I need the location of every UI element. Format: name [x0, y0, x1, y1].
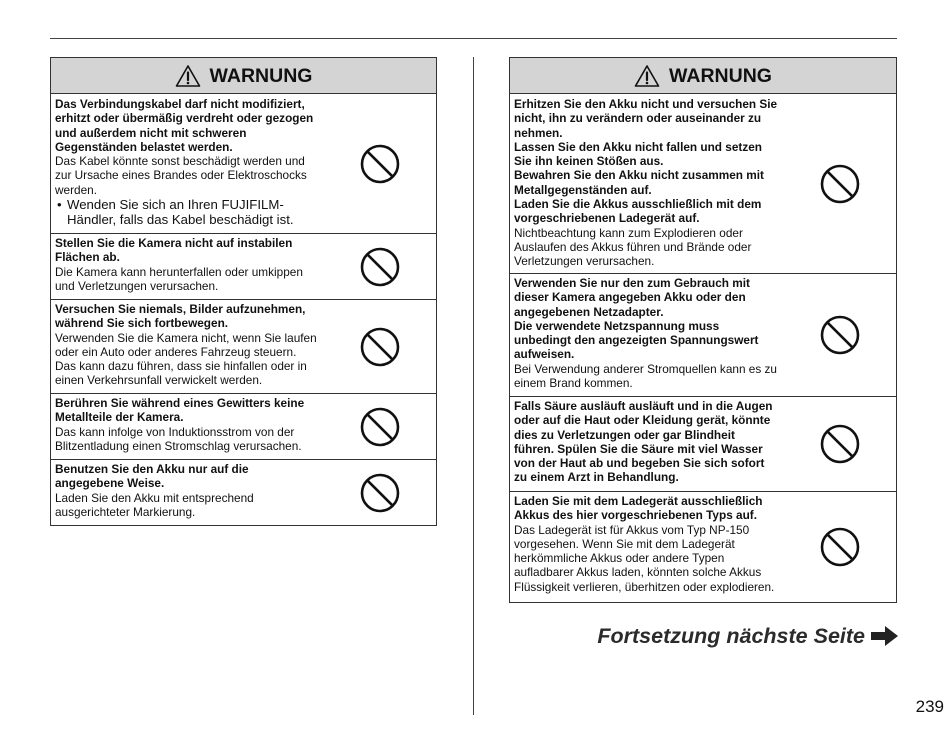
- warning-heading-line: während Sie sich fortbewegen.: [55, 316, 229, 331]
- warning-heading-line: von der Haut ab und begeben Sie sich sofort: [514, 456, 765, 471]
- warning-body-line: und Verletzungen verursachen.: [55, 278, 219, 293]
- warning-heading-line: Lassen Sie den Akku nicht fallen und setzen: [514, 139, 763, 154]
- warning-heading-line: oder auf die Haut oder Kleidung gerät, könnte: [514, 413, 771, 428]
- prohibited-icon: [820, 164, 860, 204]
- warning-heading-line: Flächen ab.: [55, 250, 120, 265]
- warning-body-line: Laden Sie den Akku mit entsprechend: [55, 490, 254, 505]
- column-divider: [473, 57, 474, 715]
- continuation-label: Fortsetzung nächste Seite: [597, 624, 865, 648]
- warning-body-line: Das Kabel könnte sonst beschädigt werden und: [55, 154, 305, 169]
- warning-heading-line: nicht, ihn zu verändern oder auseinander zu: [514, 111, 762, 126]
- warning-heading-line: Versuchen Sie niemals, Bilder aufzunehmen,: [55, 302, 306, 316]
- warning-body-line: oder ein Auto oder anderes Fahrzeug steuern.: [55, 344, 297, 359]
- warning-body-line: werden.: [55, 182, 97, 197]
- warning-heading-line: Stellen Sie die Kamera nicht auf instabilen: [55, 236, 293, 250]
- warning-body-line: Verwenden Sie die Kamera nicht, wenn Sie laufen: [55, 330, 317, 345]
- warning-triangle-icon: [634, 64, 660, 88]
- warning-heading-line: aufweisen.: [514, 347, 575, 362]
- warning-heading-line: Laden Sie die Akkus ausschließlich mit dem: [514, 197, 762, 212]
- warning-body-line: einen Verkehrsunfall verwickelt werden.: [55, 373, 263, 388]
- right-warning-row-2: [510, 273, 896, 396]
- warning-heading-line: Sie ihn keinen Stößen aus.: [514, 154, 664, 169]
- right-warning-row-1: [510, 94, 896, 273]
- bullet-text-line: Wenden Sie sich an Ihren FUJIFILM-: [67, 197, 284, 213]
- warning-heading-line: angegebenen Netzadapter.: [514, 304, 664, 319]
- warning-heading-line: erhitzt oder übermäßig verdreht oder gezogen: [55, 111, 314, 126]
- warning-title: WARNUNG: [669, 64, 772, 87]
- left-warning-row-3: [51, 299, 436, 393]
- warning-title: WARNUNG: [209, 64, 313, 87]
- warning-body-line: einem Brand kommen.: [514, 376, 633, 391]
- top-rule: [50, 38, 897, 39]
- prohibited-icon: [360, 144, 400, 184]
- warning-heading-line: angegebene Weise.: [55, 476, 165, 491]
- warning-triangle-icon: [175, 64, 201, 88]
- warning-heading-line: Laden Sie mit dem Ladegerät ausschließlich: [514, 494, 763, 508]
- warning-body-line: Das Ladegerät ist für Akkus vom Typ NP-150: [514, 522, 750, 537]
- warning-heading-line: Berühren Sie während eines Gewitters keine: [55, 396, 305, 410]
- warning-body-line: Das kann dazu führen, dass sie hinfallen oder in: [55, 359, 307, 374]
- warning-heading-line: Metallteile der Kamera.: [55, 410, 184, 425]
- warning-body-line: ausgerichteter Markierung.: [55, 504, 196, 519]
- bullet-marker: •: [57, 197, 62, 213]
- arrow-right-icon: [871, 626, 898, 646]
- warning-body-line: Das kann infolge von Induktionsstrom von der: [55, 424, 295, 439]
- warning-body-line: Blitzentladung einen Stromschlag verursachen.: [55, 438, 302, 453]
- warning-heading-line: nehmen.: [514, 125, 563, 140]
- warning-body-line: Flüssigkeit verlieren, überhitzen oder explodieren.: [514, 579, 775, 594]
- prohibited-icon: [820, 527, 860, 567]
- left-warning-row-2: [51, 233, 436, 299]
- warning-header: [510, 58, 896, 94]
- prohibited-icon: [360, 247, 400, 287]
- left-warning-panel: [50, 57, 437, 526]
- warning-body-line: Verletzungen verursachen.: [514, 254, 655, 269]
- warning-body-line: vorgesehen. Wenn Sie mit dem Ladegerät: [514, 536, 735, 551]
- warning-heading-line: dies zu Verletzungen oder gar Blindheit: [514, 427, 735, 442]
- warning-heading-line: Benutzen Sie den Akku nur auf die: [55, 462, 249, 476]
- warning-heading-line: und außerdem nicht mit schweren: [55, 125, 247, 140]
- warning-heading-line: Metallgegenständen auf.: [514, 182, 652, 197]
- continuation-note: [597, 623, 898, 649]
- prohibited-icon: [360, 407, 400, 447]
- warning-body-line: Die Kamera kann herunterfallen oder umkippen: [55, 264, 303, 279]
- warning-body-line: Nichtbeachtung kann zum Explodieren oder: [514, 225, 743, 240]
- prohibited-icon: [820, 315, 860, 355]
- prohibited-icon: [820, 424, 860, 464]
- warning-heading-line: Verwenden Sie nur den zum Gebrauch mit: [514, 276, 750, 290]
- warning-heading-line: Falls Säure ausläuft ausläuft und in die Augen: [514, 399, 773, 413]
- warning-heading-line: unbedingt den angezeigten Spannungswert: [514, 333, 759, 348]
- warning-heading-line: führen. Spülen Sie die Säure mit viel Wasser: [514, 441, 763, 456]
- left-warning-row-4: [51, 393, 436, 459]
- warning-heading-line: Gegenständen belastet werden.: [55, 139, 233, 154]
- warning-rows: [51, 94, 436, 525]
- warning-heading-line: Erhitzen Sie den Akku nicht und versuchen Sie: [514, 97, 778, 111]
- warning-heading-line: Die verwendete Netzspannung muss: [514, 318, 720, 333]
- warning-body-line: Auslaufen des Akkus führen und Brände oder: [514, 239, 752, 254]
- warning-header: [51, 58, 436, 94]
- bullet-item: [55, 197, 431, 227]
- warning-heading-line: dieser Kamera angegeben Akku oder den: [514, 290, 746, 305]
- warning-heading-line: Bewahren Sie den Akku nicht zusammen mit: [514, 168, 764, 183]
- warning-body-line: zur Ursache eines Brandes oder Elektroschocks: [55, 168, 307, 183]
- warning-body-line: herkömmliche Akkus oder andere Typen: [514, 551, 725, 566]
- left-warning-row-1: [51, 94, 436, 233]
- bullet-text-line: Händler, falls das Kabel beschädigt ist.: [67, 212, 294, 228]
- right-warning-row-3: [510, 396, 896, 491]
- right-warning-panel: [509, 57, 897, 603]
- warning-rows: [510, 94, 896, 602]
- warning-heading-line: zu einem Arzt in Behandlung.: [514, 470, 679, 485]
- prohibited-icon: [360, 473, 400, 513]
- warning-body-line: aufladbarer Akkus laden, könnten solche Akkus: [514, 565, 762, 580]
- warning-body-line: Bei Verwendung anderer Stromquellen kann es zu: [514, 361, 777, 376]
- warning-heading-line: Akkus des hier vorgeschriebenen Typs auf.: [514, 508, 758, 523]
- warning-heading-line: Das Verbindungskabel darf nicht modifiziert,: [55, 97, 305, 111]
- right-warning-row-4: [510, 491, 896, 602]
- prohibited-icon: [360, 327, 400, 367]
- page-number: 239: [915, 697, 944, 716]
- warning-heading-line: vorgeschriebenen Ladegerät auf.: [514, 211, 700, 226]
- left-warning-row-5: [51, 459, 436, 525]
